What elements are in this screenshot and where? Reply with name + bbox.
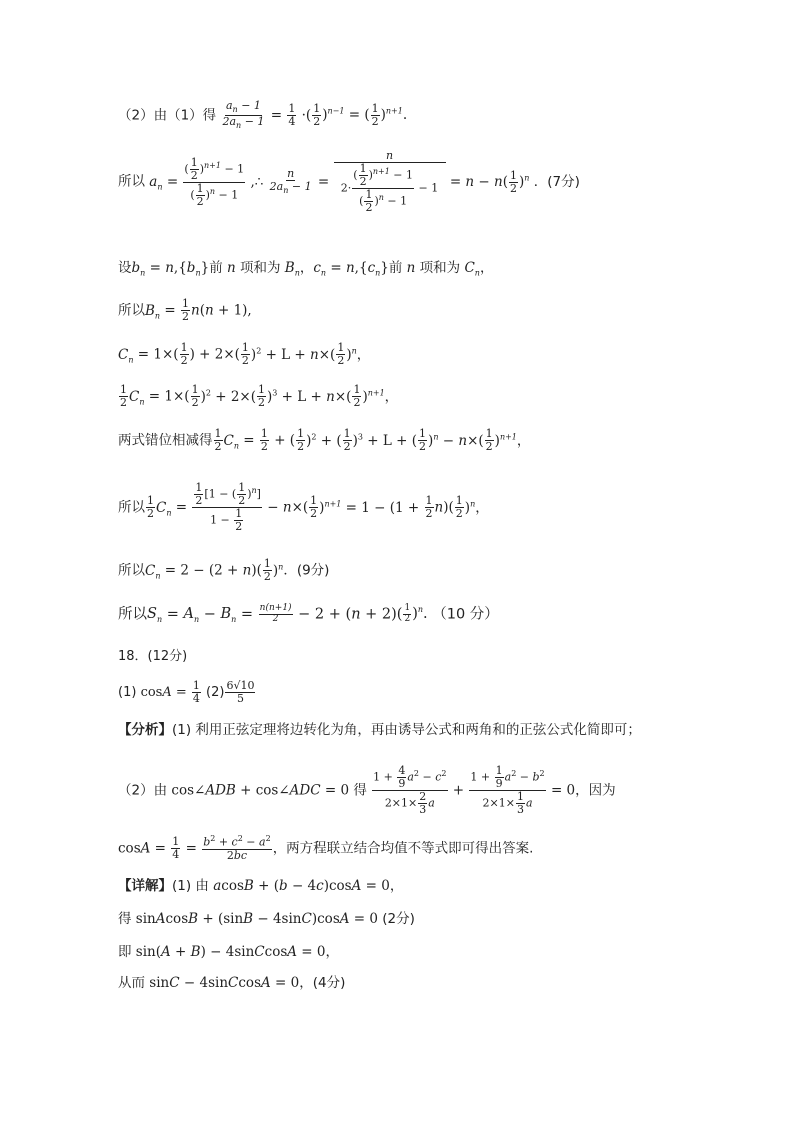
line-10: 所以$S_n = A_n - B_n$ = $\frac{n(n+1)}{2}$ − 2 + (n + 2)( $\frac{1}{2}$ )$^n$. （10 分） bbox=[118, 603, 499, 625]
analysis-line-3: cosA = $\frac{1}{4}$ = $\frac{b^2 + c^2 - a^2}{2bc}$ ，两方程联立结合均值不等式即可得出答案. bbox=[118, 834, 534, 862]
text: （2）由（1）得 bbox=[118, 107, 217, 124]
fraction: $\frac{1}{2}$ bbox=[510, 168, 518, 195]
line-1: （2）由（1）得 $\frac{a_n - 1}{2a_n - 1}$ = $\frac{1}{4}$ ·( $\frac{1}{2}$ )$^{n-1}$ = ( $\frac{1}{2}$ )$^{n+1}$. bbox=[118, 99, 408, 131]
text: 所以 bbox=[118, 499, 145, 516]
fraction: n 2· ( $\frac{1}{2}$ )$^{n+1}$ − 1 ( $\frac{1}{2}$ )$^n$ − 1 − 1 bbox=[335, 150, 445, 214]
fraction: $\frac{1}{2}$ bbox=[181, 297, 189, 324]
text: (2) bbox=[206, 685, 225, 701]
text: 所以 bbox=[118, 302, 145, 319]
line-4: 所以$B_n$ = $\frac{1}{2}$ n(n + 1), bbox=[118, 297, 252, 324]
line-5: $C_n = 1\times$( $\frac{1}{2}$ ) + 2×( $\frac{1}{2}$ )$^2$ + L + n×( $\frac{1}{2}$ )$^n$， bbox=[118, 341, 371, 368]
score-note: ．(9分) bbox=[283, 562, 330, 579]
text: 所以 bbox=[118, 173, 145, 190]
score-note: ，(4分) bbox=[299, 975, 346, 991]
label: 【分析】 bbox=[118, 722, 172, 738]
question-18-title bbox=[118, 650, 187, 663]
text: ，两方程联立结合均值不等式即可得出答案. bbox=[272, 840, 534, 857]
fraction: $\frac{n}{2a_n - 1}$ bbox=[269, 167, 312, 196]
text: 前 bbox=[388, 260, 403, 276]
detail-line-4: 从而 sinC − 4sinCcosA = 0，(4分) bbox=[118, 975, 346, 991]
line-6: $\frac{1}{2}$ $C_n = 1\times$( $\frac{1}{2}$ )$^2$ + 2×( $\frac{1}{2}$ )$^3$ + L + n×( $\frac{1}{2}$ )$^{n+1}$， bbox=[120, 383, 399, 410]
fraction: 1 + $\frac{4}{9}$ $a^2 - c^2$ 2×1× $\frac{2}{3}$ a bbox=[373, 764, 447, 817]
question-18-answer: (1) cosA = $\frac{1}{4}$ (2) $\frac{6√10}{5}$ bbox=[118, 679, 255, 706]
analysis-line-2: （2）由 cos∠ADB + cos∠ADC = 0 得 1 + $\frac{4}{9}$ $a^2 - c^2$ 2×1× $\frac{2}{3}$ a + 1 + $\frac{1}{9}$ $a^2 - b^2$ 2×1× $\frac{1}{3}$ a = 0，因为 bbox=[118, 764, 616, 817]
text: 所以 bbox=[118, 562, 145, 579]
text: 得 bbox=[118, 911, 132, 927]
text: 设 bbox=[118, 260, 132, 276]
text: 两式错位相减得 bbox=[118, 432, 213, 449]
line-7: 两式错位相减得 $\frac{1}{2}$ $C_n$ = $\frac{1}{2}$ + ( $\frac{1}{2}$ )$^2$ + ( $\frac{1}{2}$ )$^3$ + L + ( $\frac{1}{2}$ )$^n$ − n×( $\frac{1}{2}$ )$^{n+1}$， bbox=[118, 427, 531, 454]
text: 所以 bbox=[118, 606, 147, 623]
fraction: $\frac{1}{2}$ bbox=[371, 101, 379, 128]
detail-line-2: 得 sinAcosB + (sinB − 4sinC)cosA = 0 (2分) bbox=[118, 911, 415, 927]
text: 得 bbox=[353, 782, 367, 799]
line-8: 所以 $\frac{1}{2}$ $C_n$ = $\frac{1}{2}$ [1 − ( $\frac{1}{2}$ )$^n$] 1 − $\frac{1}{2}$ − n×( $\frac{1}{2}$ )$^{n+1}$ = 1 − (1 + $\frac{1}{2}$ n)( $\frac{1}{2}$ )$^n$， bbox=[118, 481, 489, 534]
fraction: $\frac{1}{2}$ bbox=[313, 101, 321, 128]
text: 18．(12分) bbox=[118, 649, 188, 664]
fraction: $\frac{a_n - 1}{2a_n - 1}$ bbox=[222, 99, 265, 131]
score-note: （10 分） bbox=[432, 606, 499, 623]
fraction: 1 + $\frac{1}{9}$ $a^2 - b^2$ 2×1× $\frac{1}{3}$ a bbox=[470, 764, 545, 817]
label: 【详解】 bbox=[118, 878, 172, 894]
text: （2）由 bbox=[118, 782, 168, 799]
text: (1) 利用正弦定理将边转化为角，再由诱导公式和两角和的正弦公式化简即可； bbox=[172, 722, 641, 738]
text: 从而 bbox=[118, 975, 145, 991]
line-9: 所以$C_n = 2 - (2 + n)$( $\frac{1}{2}$ )$^n$．(9分) bbox=[118, 557, 330, 584]
score-note: (2分) bbox=[382, 911, 415, 927]
fraction: $\frac{1}{2}$ [1 − ( $\frac{1}{2}$ )$^n$] 1 − $\frac{1}{2}$ bbox=[192, 482, 262, 533]
fraction: ( $\frac{1}{2}$ )$^{n+1}$ − 1 ( $\frac{1}{2}$ )$^n$ − 1 bbox=[184, 155, 245, 208]
line-2: 所以 $a_n$ = ( $\frac{1}{2}$ )$^{n+1}$ − 1 ( $\frac{1}{2}$ )$^n$ − 1 ,∴ $\frac{n}{2a_n - 1}$ = n 2· ( $\frac{1}{2}$ )$^{n+1}$ − 1 ( $\frac{1}{2}$ )$^n$ − 1 − 1 = n − n( $\frac{1}{2}$ )$^n$ ．(7分) bbox=[118, 149, 580, 215]
text: ，因为 bbox=[575, 782, 616, 799]
text: (1) bbox=[118, 685, 137, 701]
line-3: 设$b_n = n,\{b_n\}$前 n 项和为 $B_n$，$c_n = n,\{c_n\}$前 n 项和为 $C_n$， bbox=[118, 260, 494, 278]
text: (1) 由 bbox=[172, 878, 209, 894]
detail-line-1: 【详解】(1) 由 acosB + (b − 4c)cosA = 0， bbox=[118, 878, 404, 894]
analysis-line-1 bbox=[118, 724, 641, 738]
text: 项和为 bbox=[419, 260, 461, 276]
text: 即 bbox=[118, 944, 132, 960]
detail-line-3: 即 sin(A + B) − 4sinCcosA = 0， bbox=[118, 944, 339, 960]
text: 前 bbox=[209, 260, 223, 276]
score-note: ．(7分) bbox=[533, 174, 580, 191]
fraction: $\frac{1}{4}$ bbox=[288, 101, 296, 128]
text: 项和为 bbox=[239, 260, 281, 276]
